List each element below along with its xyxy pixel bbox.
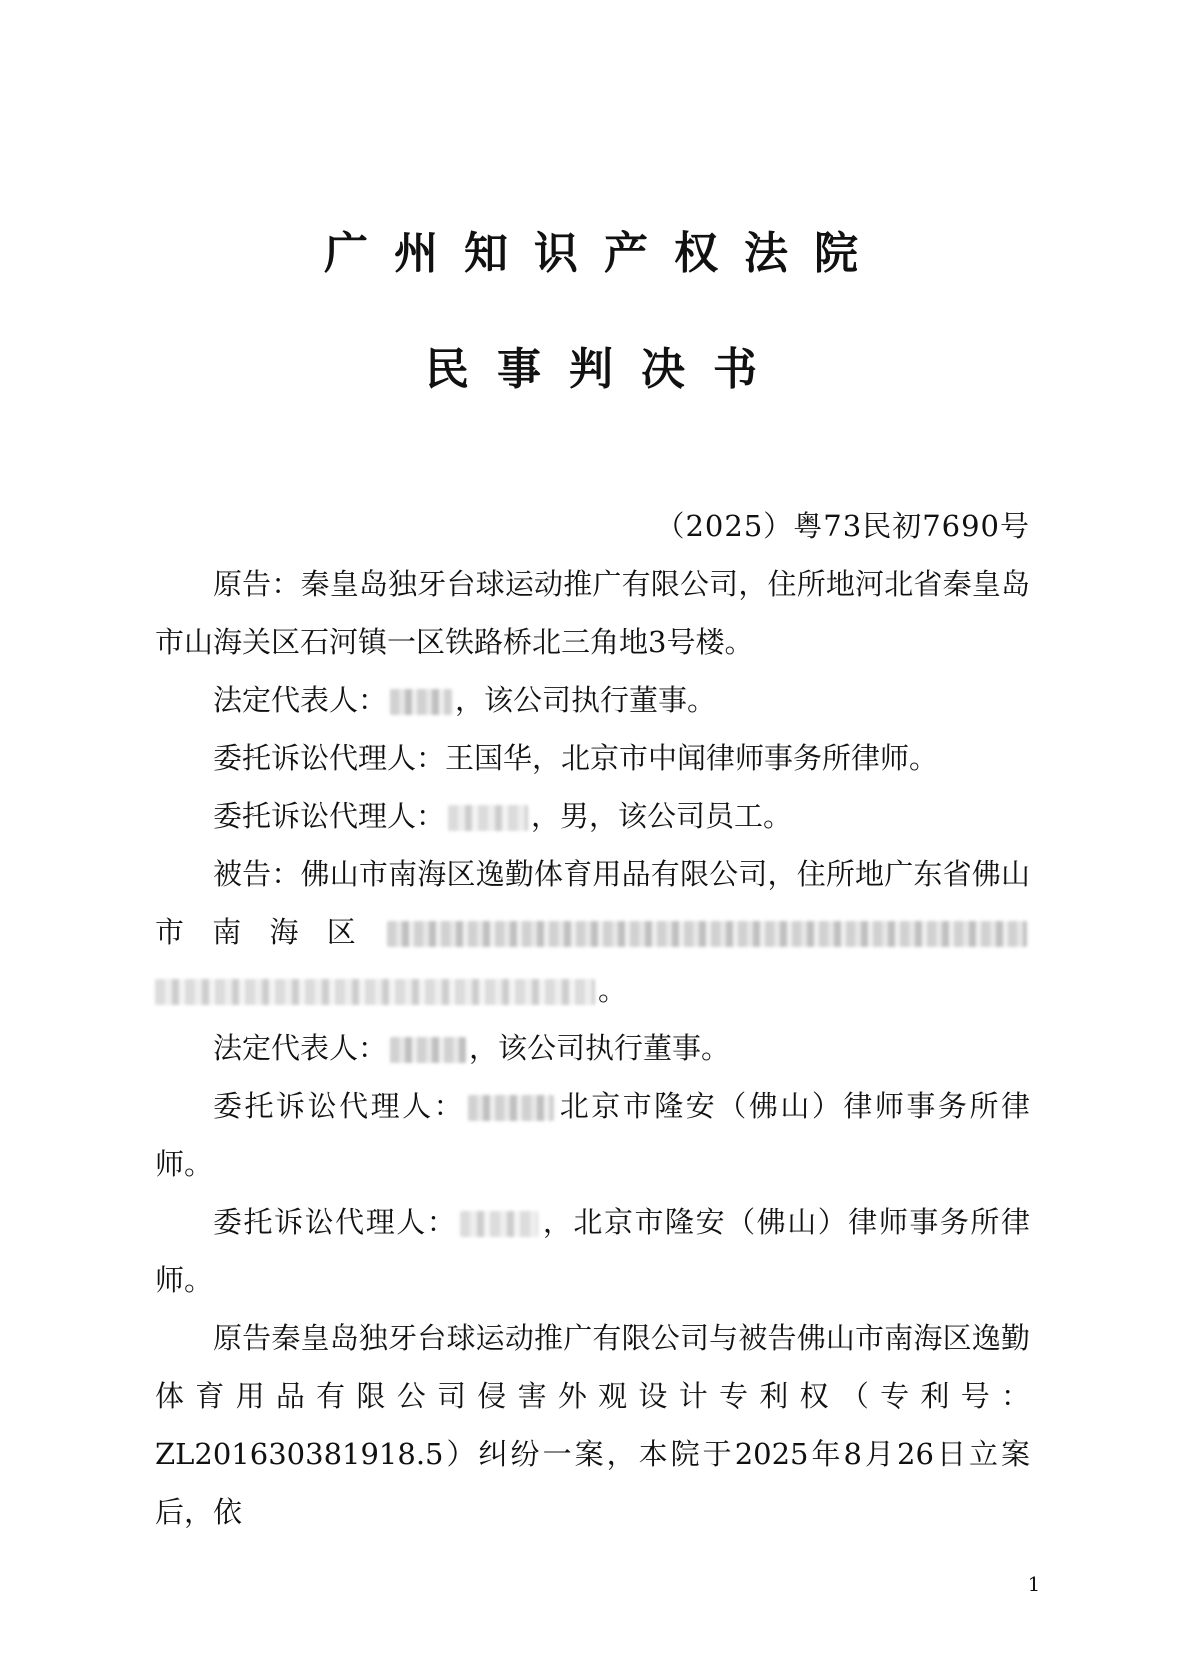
redacted-name bbox=[468, 1095, 554, 1121]
case-number: （2025）粤73民初7690号 bbox=[655, 509, 1030, 543]
defendant-agent-2 bbox=[155, 1193, 1030, 1309]
defendant-agent1-role: 北京市隆安（佛山）律师事务所律师。 bbox=[155, 1089, 1030, 1181]
defendant-text: 被告：佛山市南海区逸勤体育用品有限公司，住所地广东省佛山市南海区 bbox=[155, 857, 1030, 949]
defendant-rep-label: 法定代表人： bbox=[213, 1031, 388, 1065]
case-introduction: 原告秦皇岛独牙台球运动推广有限公司与被告佛山市南海区逸勤体育用品有限公司侵害外观设计专利权（专利号：ZL201630381918.5）纠纷一案，本院于2025年8月26日立案后，依 bbox=[155, 1321, 1030, 1529]
defendant-agent2-label: 委托诉讼代理人： bbox=[213, 1205, 458, 1239]
defendant-end: 。 bbox=[598, 973, 628, 1007]
plaintiff-legal-rep bbox=[155, 671, 1030, 729]
plaintiff-agent-1: 委托诉讼代理人：王国华，北京市中闻律师事务所律师。 bbox=[213, 741, 939, 775]
redacted-name bbox=[460, 1211, 538, 1237]
redacted-address-line2 bbox=[155, 979, 595, 1005]
document-type-heading: 民事判决书 bbox=[425, 344, 785, 395]
redacted-name bbox=[390, 689, 452, 715]
plaintiff-rep-label: 法定代表人： bbox=[213, 683, 388, 717]
redacted-name bbox=[448, 805, 528, 831]
redacted-address-line1 bbox=[387, 921, 1027, 947]
defendant-agent1-label: 委托诉讼代理人： bbox=[213, 1089, 466, 1123]
plaintiff-agent2-role: ，男，该公司员工。 bbox=[531, 799, 793, 833]
plaintiff-agent2-label: 委托诉讼代理人： bbox=[213, 799, 446, 833]
plaintiff-paragraph: 原告：秦皇岛独牙台球运动推广有限公司，住所地河北省秦皇岛市山海关区石河镇一区铁路桥北三角地3号楼。 bbox=[155, 567, 1030, 659]
defendant-paragraph bbox=[155, 845, 1030, 1019]
page-number: 1 bbox=[1027, 1572, 1041, 1596]
defendant-agent2-role: ，北京市隆安（佛山）律师事务所律师。 bbox=[155, 1205, 1030, 1297]
court-name-heading: 广州知识产权法院 bbox=[324, 228, 884, 279]
plaintiff-rep-role: ，该公司执行董事。 bbox=[455, 683, 717, 717]
defendant-legal-rep bbox=[155, 1019, 1030, 1077]
document-body bbox=[155, 497, 1030, 1541]
redacted-name bbox=[390, 1037, 466, 1063]
defendant-agent-1 bbox=[155, 1077, 1030, 1193]
plaintiff-agent-2 bbox=[155, 787, 1030, 845]
defendant-rep-role: ，该公司执行董事。 bbox=[469, 1031, 731, 1065]
